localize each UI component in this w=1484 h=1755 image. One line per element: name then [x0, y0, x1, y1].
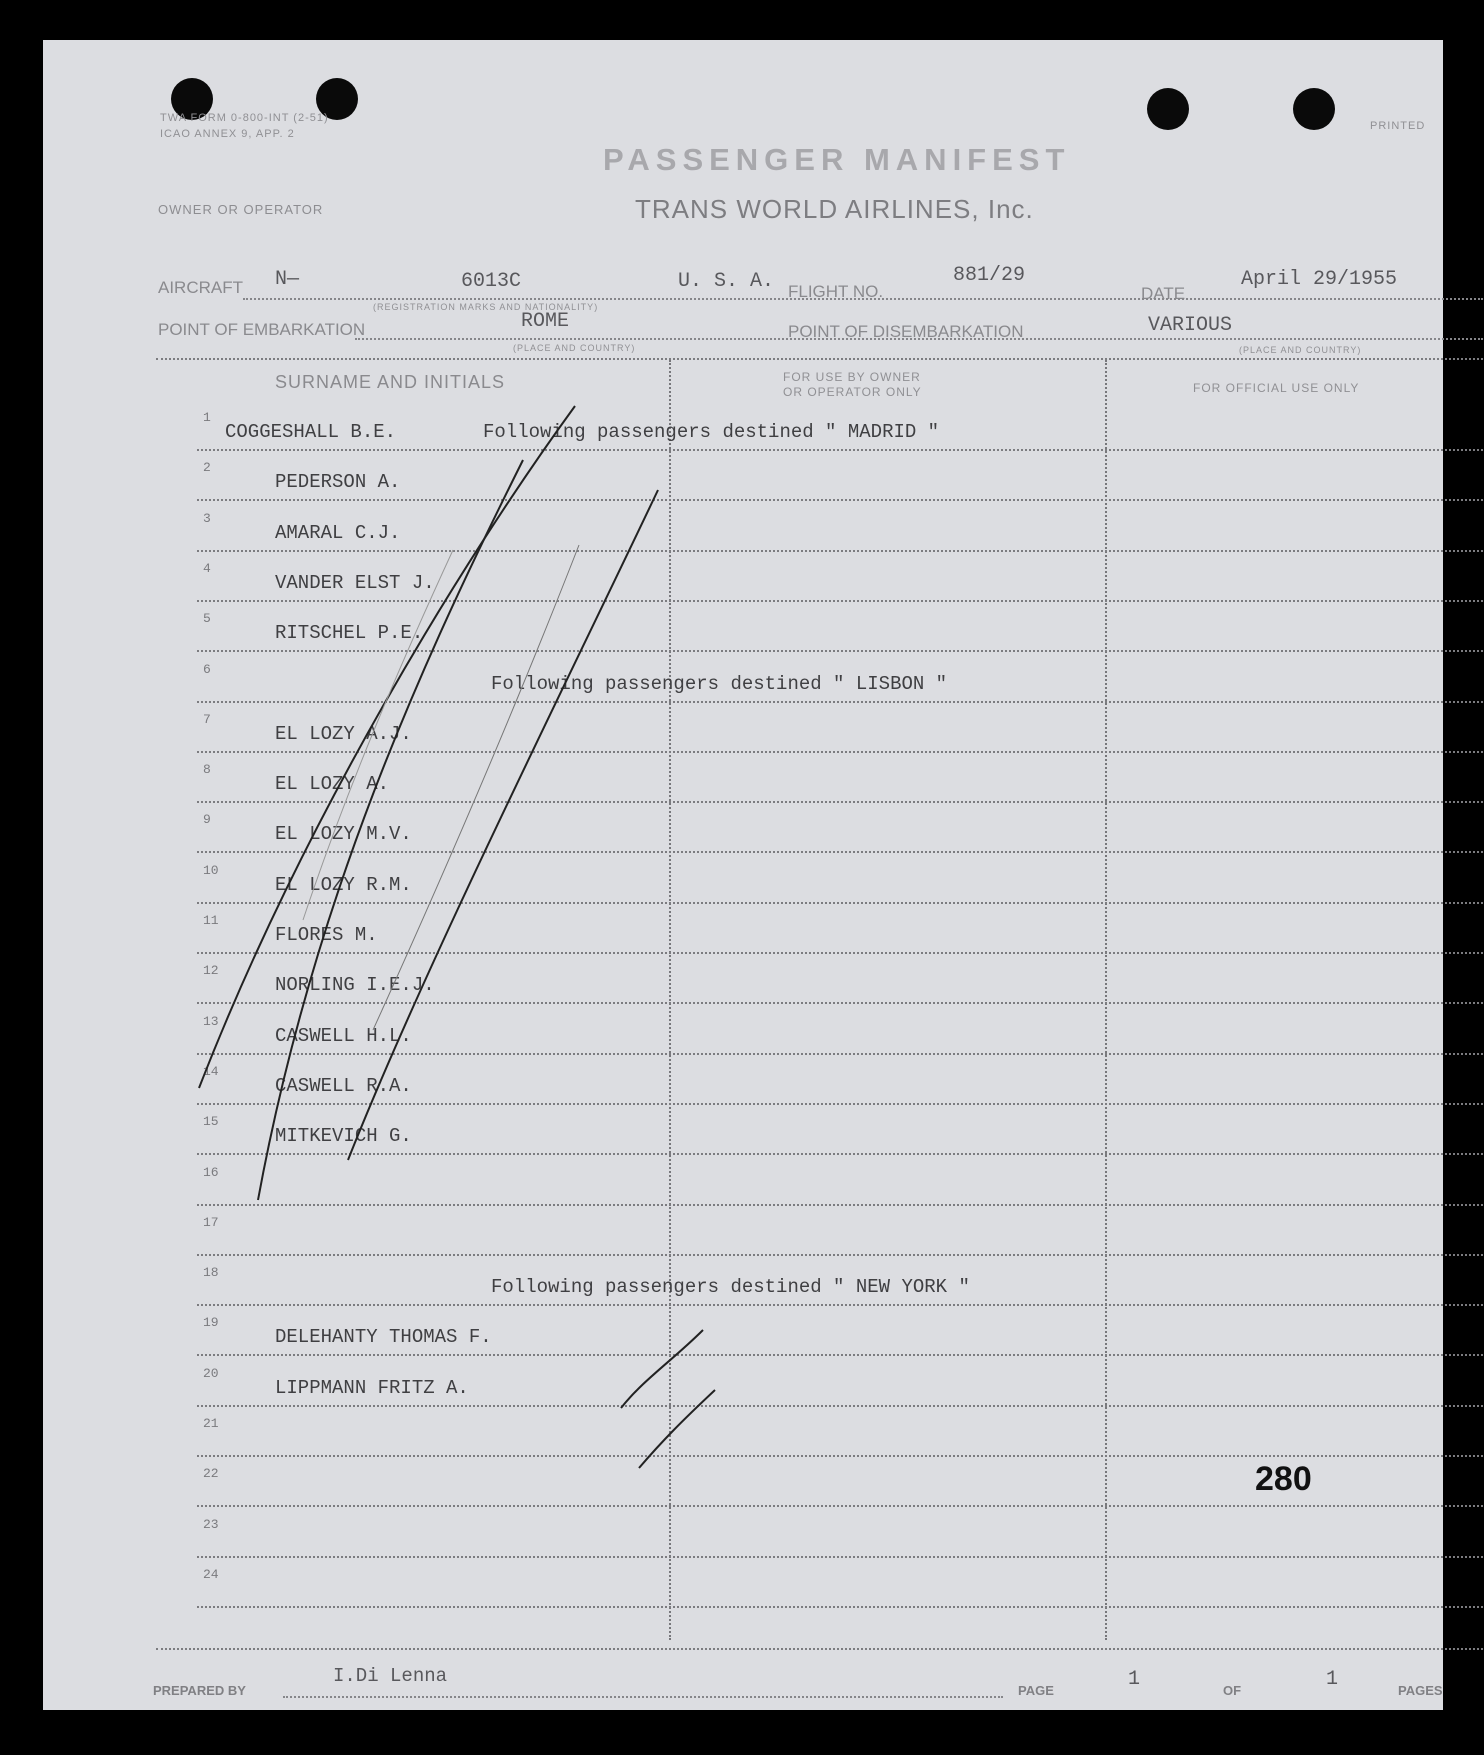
date-label: DATE [1141, 284, 1186, 303]
printed-note: PRINTED [1370, 120, 1426, 132]
form-title: PASSENGER MANIFEST [603, 142, 1071, 177]
aircraft-nationality: U. S. A. [678, 270, 775, 293]
flight-label: FLIGHT NO. [788, 282, 884, 301]
airline-name: TRANS WORLD AIRLINES, Inc. [635, 194, 1034, 224]
passenger-name: EL LOZY R.M. [275, 873, 412, 896]
destination-note: Following passengers destined " NEW YORK " [491, 1276, 970, 1299]
page-label: PAGE [1018, 1683, 1054, 1698]
row-number: 3 [203, 510, 211, 526]
row-number: 11 [203, 913, 219, 928]
form-annex: ICAO ANNEX 9, APP. 2 [160, 128, 295, 140]
row-number: 15 [203, 1114, 219, 1130]
passenger-name: COGGESHALL B.E. [225, 421, 397, 443]
pen-strokes [43, 40, 1443, 1710]
aircraft-prefix: N— [275, 268, 300, 291]
prepared-by-value: I.Di Lenna [333, 1665, 448, 1687]
destination-note: Following passengers destined " MADRID " [483, 421, 940, 443]
row-number: 6 [203, 661, 211, 677]
passenger-name: DELEHANTY THOMAS F. [275, 1326, 492, 1349]
owner-label: OWNER OR OPERATOR [158, 202, 324, 217]
passenger-name: CASWELL R.A. [275, 1074, 412, 1097]
row-number: 12 [203, 963, 219, 979]
page-value: 1 [1128, 1668, 1141, 1691]
row-number: 17 [203, 1214, 219, 1230]
row-number: 19 [203, 1315, 219, 1331]
row-number: 16 [203, 1164, 219, 1180]
passenger-name: EL LOZY M.V. [275, 823, 412, 846]
destination-note: Following passengers destined " LISBON " [491, 672, 948, 695]
row-number: 9 [203, 812, 211, 828]
aircraft-label: AIRCRAFT [158, 278, 243, 297]
stamp-number: 280 [1255, 1460, 1312, 1498]
flight-number: 881/29 [953, 264, 1026, 287]
row-number: 4 [203, 560, 211, 576]
of-label: OF [1223, 1683, 1242, 1698]
owner-use-header-2: OR OPERATOR ONLY [783, 385, 922, 399]
passenger-name: EL LOZY A.J. [275, 722, 412, 745]
row-number: 13 [203, 1013, 219, 1029]
row-number: 21 [203, 1416, 219, 1431]
date-value: April 29/1955 [1241, 268, 1398, 291]
row-number: 18 [203, 1265, 219, 1281]
passenger-name: PEDERSON A. [275, 471, 401, 494]
disembarkation-label: POINT OF DISEMBARKATION [788, 322, 1024, 341]
row-number: 22 [203, 1466, 219, 1482]
passenger-name: RITSCHEL P.E. [275, 622, 424, 645]
disembarkation-value: VARIOUS [1148, 314, 1233, 337]
aircraft-registration: 6013C [461, 270, 522, 293]
row-number: 5 [203, 611, 211, 627]
row-number: 10 [203, 862, 219, 878]
row-number: 1 [203, 410, 211, 425]
surname-column-header: SURNAME AND INITIALS [275, 372, 506, 392]
manifest-sheet [43, 40, 1443, 1710]
passenger-name: LIPPMANN FRITZ A. [275, 1376, 469, 1399]
disembarkation-note: (PLACE AND COUNTRY) [1239, 345, 1362, 355]
row-number: 24 [203, 1566, 219, 1582]
registration-note: (REGISTRATION MARKS AND NATIONALITY) [373, 302, 599, 312]
passenger-name: NORLING I.E.J. [275, 974, 435, 997]
passenger-name: VANDER ELST J. [275, 571, 435, 594]
passenger-name: AMARAL C.J. [275, 521, 401, 544]
row-number: 8 [203, 762, 211, 778]
embarkation-note: (PLACE AND COUNTRY) [513, 343, 636, 353]
passenger-name: MITKEVICH G. [275, 1125, 412, 1148]
pages-label: PAGES [1398, 1683, 1443, 1698]
of-value: 1 [1326, 1668, 1339, 1691]
official-use-header: FOR OFFICIAL USE ONLY [1193, 381, 1360, 395]
embarkation-label: POINT OF EMBARKATION [158, 320, 366, 339]
owner-use-header-1: FOR USE BY OWNER [783, 370, 921, 384]
prepared-by-label: PREPARED BY [153, 1683, 246, 1698]
row-number: 14 [203, 1063, 219, 1079]
passenger-name: FLORES M. [275, 924, 378, 946]
passenger-name: CASWELL H.L. [275, 1024, 412, 1047]
embarkation-value: ROME [521, 310, 570, 333]
form-id: TWA FORM 0-800-INT (2-51) [160, 112, 329, 124]
row-number: 7 [203, 711, 211, 727]
row-number: 2 [203, 460, 211, 476]
row-number: 23 [203, 1516, 219, 1532]
passenger-name: EL LOZY A. [275, 773, 390, 796]
row-number: 20 [203, 1365, 219, 1381]
